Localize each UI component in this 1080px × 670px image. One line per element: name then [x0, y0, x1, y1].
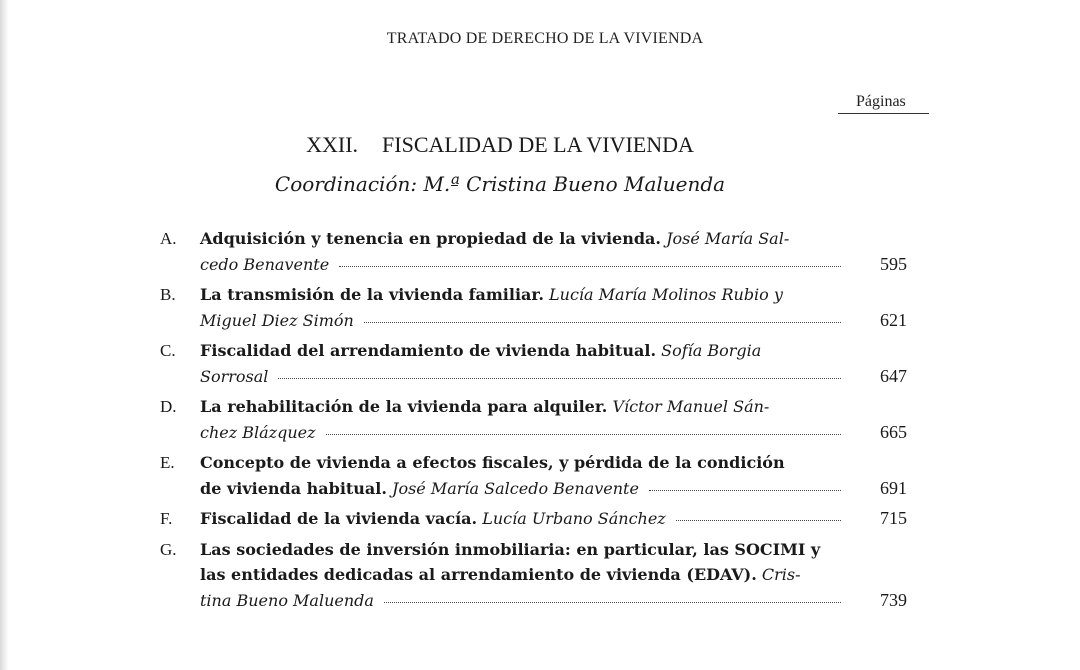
- entry-title: Las sociedades de inversión inmobiliaria: en particular, las SOCIMI y: [200, 539, 821, 559]
- entry-title: La transmisión de la vivienda familiar.: [200, 285, 544, 304]
- entry-page-number: 621: [880, 309, 907, 330]
- entry-last-line: [200, 252, 843, 278]
- dot-leader: [364, 322, 841, 323]
- entry-last-line: [200, 506, 843, 532]
- entry-body: [200, 394, 843, 445]
- entry-last-line: [200, 308, 843, 334]
- entry-body: [200, 450, 843, 501]
- entry-body: [200, 226, 843, 277]
- entry-title: Fiscalidad de la vivienda vacía.: [200, 509, 478, 528]
- entry-author: chez Blázquez: [200, 422, 316, 442]
- entry-letter: D.: [160, 397, 177, 416]
- entry-last-line: [200, 476, 843, 502]
- toc-entry-f[interactable]: [160, 506, 920, 532]
- entry-title: Concepto de vivienda a efectos fiscales, y pérdida de la condición: [200, 453, 785, 472]
- entry-author: Sofía Borgia: [661, 341, 762, 360]
- toc-entry-b[interactable]: [160, 282, 920, 333]
- entry-author: Cris-: [761, 565, 801, 584]
- entry-page-number: 665: [880, 421, 907, 442]
- entry-author: Miguel Diez Simón: [200, 310, 354, 330]
- entry-body: [200, 506, 843, 532]
- entry-title: Fiscalidad del arrendamiento de vivienda habitual.: [200, 341, 657, 360]
- table-of-contents: [160, 226, 920, 618]
- entry-body: [200, 338, 843, 389]
- entry-author: Lucía Urbano Sánchez: [482, 509, 666, 528]
- toc-entry-d[interactable]: [160, 394, 920, 445]
- section-title: FISCALIDAD DE LA VIVIENDA: [382, 132, 694, 157]
- entry-letter: C.: [160, 341, 176, 360]
- entry-line: [200, 394, 843, 420]
- entry-line: [200, 562, 843, 588]
- entry-body: [200, 282, 843, 333]
- page-edge-shadow: [0, 0, 9, 670]
- toc-entry-a[interactable]: [160, 226, 920, 277]
- entry-last-line: [200, 588, 843, 614]
- entry-line: [200, 338, 843, 364]
- entry-page-number: 595: [880, 253, 907, 274]
- toc-entry-e[interactable]: [160, 450, 920, 501]
- dot-leader: [326, 434, 841, 435]
- entry-title: Adquisición y tenencia en propiedad de la vivienda.: [200, 229, 661, 248]
- entry-line: [200, 282, 843, 308]
- entry-author: Lucía María Molinos Rubio y: [549, 285, 783, 304]
- entry-title: las entidades dedicadas al arrendamiento de vivienda (EDAV).: [200, 565, 757, 584]
- entry-page-number: 715: [880, 508, 907, 528]
- entry-author: José María Sal-: [666, 229, 790, 248]
- entry-last-line: [200, 364, 843, 390]
- entry-author: cedo Benavente: [200, 254, 330, 274]
- entry-title: La rehabilitación de la vivienda para alquiler.: [200, 397, 608, 416]
- dot-leader: [384, 602, 841, 603]
- entry-title: de vivienda habitual.: [200, 478, 387, 498]
- section-coordination: Coordinación: M.ª Cristina Bueno Maluenda: [274, 172, 726, 196]
- entry-letter: B.: [160, 285, 176, 304]
- entry-line: [200, 226, 843, 252]
- entry-page-number: 739: [880, 589, 907, 610]
- entry-last-line: [200, 420, 843, 446]
- entry-letter: G.: [160, 539, 177, 559]
- section-number: XXII.: [306, 132, 359, 157]
- dot-leader: [649, 490, 841, 491]
- entry-letter: F.: [160, 509, 173, 528]
- entry-body: [200, 537, 843, 614]
- entry-author: Víctor Manuel Sán-: [612, 397, 770, 416]
- entry-letter: A.: [160, 229, 177, 248]
- running-header: TRATADO DE DERECHO DE LA VIVIENDA: [386, 30, 704, 47]
- dot-leader: [339, 266, 841, 267]
- toc-entry-g[interactable]: [160, 537, 920, 614]
- section-heading: [0, 132, 1000, 158]
- entry-page-number: 691: [880, 477, 907, 498]
- dot-leader: [278, 378, 841, 379]
- entry-letter: E.: [160, 453, 175, 472]
- entry-author: Sorrosal: [200, 366, 269, 386]
- pages-column-label: Páginas: [838, 93, 929, 114]
- dot-leader: [676, 520, 841, 521]
- entry-page-number: 647: [880, 365, 907, 386]
- entry-author: José María Salcedo Benavente: [392, 478, 639, 498]
- toc-entry-c[interactable]: [160, 338, 920, 389]
- entry-author: tina Bueno Maluenda: [200, 590, 374, 610]
